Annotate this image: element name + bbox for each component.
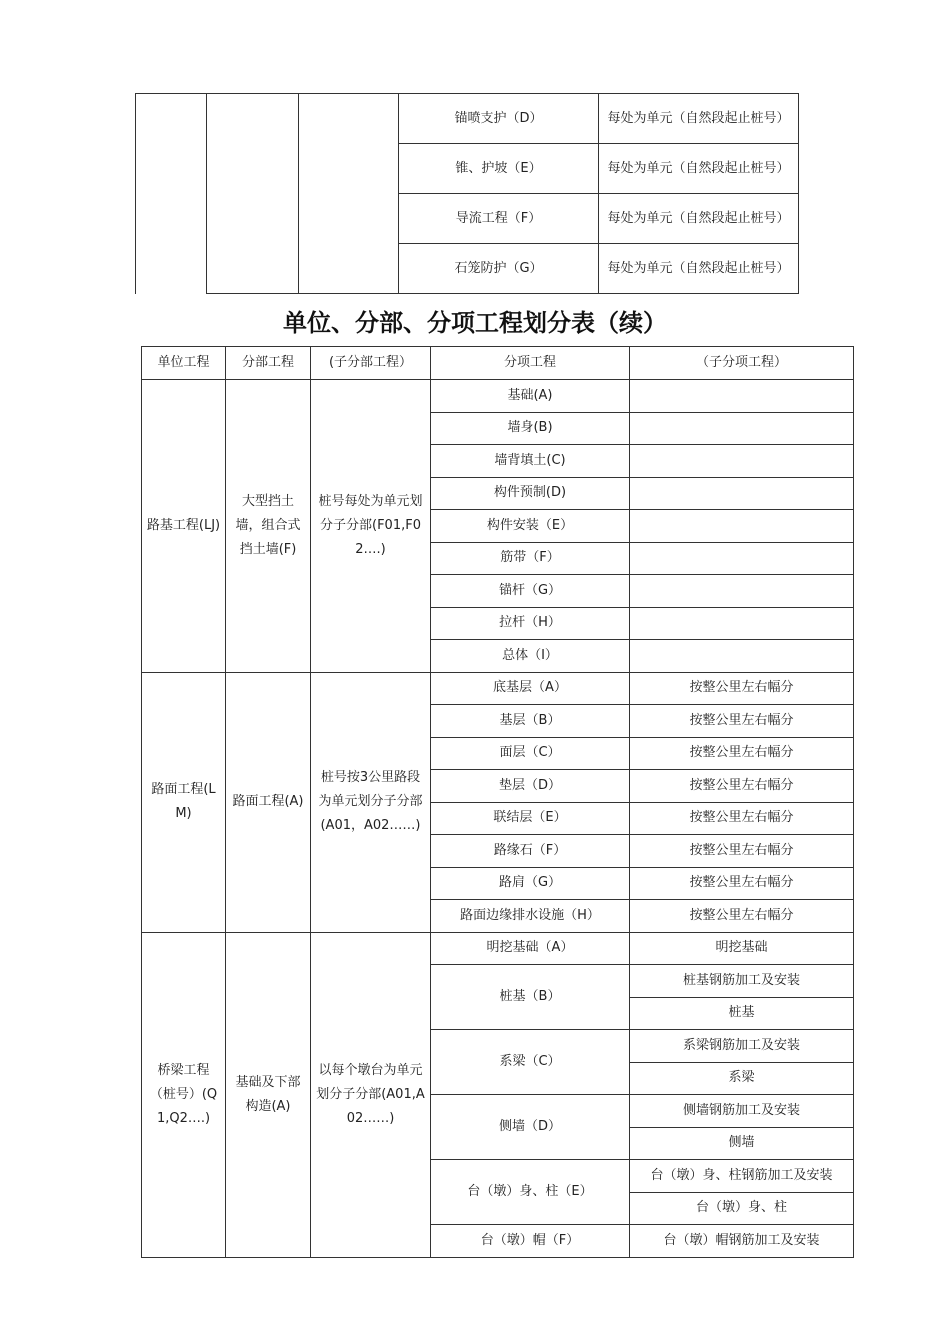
- unit-cell: 路基工程(LJ): [142, 380, 226, 673]
- item-cell: 台（墩）身、柱（E）: [431, 1160, 630, 1225]
- item-cell: 墙背填土(C): [431, 445, 630, 478]
- subpart-cell: 以每个墩台为单元划分子分部(A01,A02……): [311, 932, 431, 1257]
- division-table: [141, 346, 854, 1258]
- header-subitem: （子分项工程）: [630, 347, 854, 380]
- subitem-cell: 按整公里左右幅分: [630, 770, 854, 803]
- item-cell: 导流工程（F）: [399, 194, 599, 244]
- item-cell: 路缘石（F）: [431, 835, 630, 868]
- item-cell: 锚杆（G）: [431, 575, 630, 608]
- subitem-cell: 系梁钢筋加工及安装: [630, 1030, 854, 1063]
- subitem-cell: 台（墩）帽钢筋加工及安装: [630, 1225, 854, 1258]
- subpart-cell: 桩号每处为单元划分子分部(F01,F02….): [311, 380, 431, 673]
- subitem-cell: [630, 510, 854, 543]
- table-row: [142, 932, 854, 965]
- subitem-cell: [630, 542, 854, 575]
- item-cell: 构件安装（E）: [431, 510, 630, 543]
- subitem-cell: 桩基钢筋加工及安装: [630, 965, 854, 998]
- part-cell: 大型挡土墙，组合式挡土墙(F): [226, 380, 311, 673]
- subitem-cell: 按整公里左右幅分: [630, 802, 854, 835]
- unit-cell: 每处为单元（自然段起止桩号）: [599, 94, 799, 144]
- item-cell: 锥、护坡（E）: [399, 144, 599, 194]
- subpart-cell: 桩号按3公里路段为单元划分子分部(A01，A02……): [311, 672, 431, 932]
- item-cell: 台（墩）帽（F）: [431, 1225, 630, 1258]
- subitem-cell: [630, 640, 854, 673]
- subitem-cell: 按整公里左右幅分: [630, 672, 854, 705]
- part-cell: 路面工程(A): [226, 672, 311, 932]
- item-cell: 路面边缘排水设施（H）: [431, 900, 630, 933]
- subitem-cell: 台（墩）身、柱钢筋加工及安装: [630, 1160, 854, 1193]
- subitem-cell: 按整公里左右幅分: [630, 867, 854, 900]
- header-part: 分部工程: [226, 347, 311, 380]
- subitem-cell: 侧墙钢筋加工及安装: [630, 1095, 854, 1128]
- item-cell: 总体（I）: [431, 640, 630, 673]
- subitem-cell: 台（墩）身、柱: [630, 1192, 854, 1225]
- item-cell: 墙身(B): [431, 412, 630, 445]
- subitem-cell: [630, 477, 854, 510]
- subitem-cell: 侧墙: [630, 1127, 854, 1160]
- item-cell: 路肩（G）: [431, 867, 630, 900]
- header-subpart: (子分部工程）: [311, 347, 431, 380]
- item-cell: 构件预制(D): [431, 477, 630, 510]
- empty-cell: [207, 94, 299, 294]
- subitem-cell: 桩基: [630, 997, 854, 1030]
- item-cell: 垫层（D）: [431, 770, 630, 803]
- item-cell: 石笼防护（G）: [399, 244, 599, 294]
- item-cell: 面层（C）: [431, 737, 630, 770]
- table-row: [142, 672, 854, 705]
- header-row: [142, 347, 854, 380]
- subitem-cell: 按整公里左右幅分: [630, 705, 854, 738]
- item-cell: 基础(A): [431, 380, 630, 413]
- item-cell: 底基层（A）: [431, 672, 630, 705]
- subitem-cell: [630, 412, 854, 445]
- page-title: 单位、分部、分项工程划分表（续）: [283, 308, 667, 337]
- top-continuation-table: [135, 93, 799, 294]
- empty-cell: [299, 94, 399, 294]
- unit-cell: 每处为单元（自然段起止桩号）: [599, 244, 799, 294]
- item-cell: 拉杆（H）: [431, 607, 630, 640]
- item-cell: 基层（B）: [431, 705, 630, 738]
- subitem-cell: [630, 607, 854, 640]
- item-cell: 侧墙（D）: [431, 1095, 630, 1160]
- part-cell: 基础及下部构造(A): [226, 932, 311, 1257]
- unit-cell: 每处为单元（自然段起止桩号）: [599, 144, 799, 194]
- empty-cell: [136, 94, 207, 294]
- item-cell: 联结层（E）: [431, 802, 630, 835]
- header-item: 分项工程: [431, 347, 630, 380]
- subitem-cell: 明挖基础: [630, 932, 854, 965]
- subitem-cell: 系梁: [630, 1062, 854, 1095]
- subitem-cell: 按整公里左右幅分: [630, 900, 854, 933]
- subitem-cell: 按整公里左右幅分: [630, 737, 854, 770]
- unit-cell: 每处为单元（自然段起止桩号）: [599, 194, 799, 244]
- header-unit: 单位工程: [142, 347, 226, 380]
- subitem-cell: [630, 445, 854, 478]
- subitem-cell: [630, 575, 854, 608]
- table-row: [142, 380, 854, 413]
- unit-cell: 桥梁工程（桩号）(Q1,Q2….): [142, 932, 226, 1257]
- item-cell: 桩基（B）: [431, 965, 630, 1030]
- subitem-cell: 按整公里左右幅分: [630, 835, 854, 868]
- item-cell: 系梁（C）: [431, 1030, 630, 1095]
- subitem-cell: [630, 380, 854, 413]
- unit-cell: 路面工程(LM): [142, 672, 226, 932]
- item-cell: 锚喷支护（D）: [399, 94, 599, 144]
- item-cell: 明挖基础（A）: [431, 932, 630, 965]
- item-cell: 筋带（F）: [431, 542, 630, 575]
